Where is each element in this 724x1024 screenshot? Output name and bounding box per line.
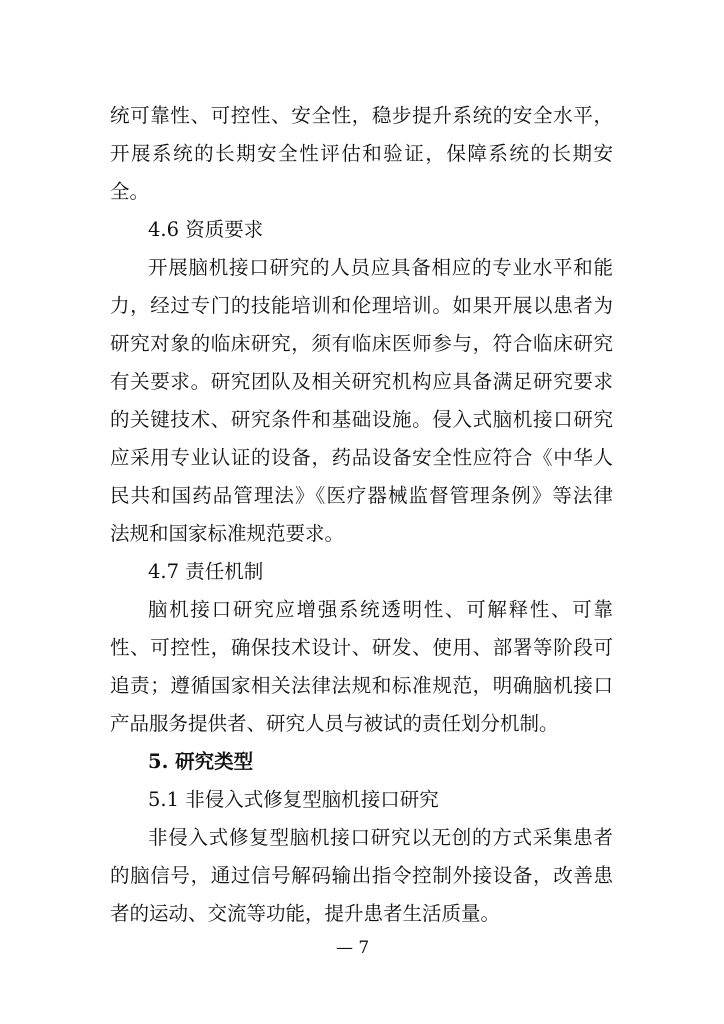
body-text-line: 产品服务提供者、研究人员与被试的责任划分机制。 — [110, 712, 559, 735]
body-text-line: 性、可控性，确保技术设计、研发、使用、部署等阶段可 — [110, 636, 613, 659]
body-text-line: 者的运动、交流等功能，提升患者生活质量。 — [110, 902, 501, 925]
body-text-line: 研究对象的临床研究，须有临床医师参与，符合临床研究 — [110, 332, 613, 355]
body-text-line: 全。 — [110, 180, 150, 203]
body-text-line: 的脑信号，通过信号解码输出指令控制外接设备，改善患 — [110, 864, 613, 887]
body-text-line: 民共和国药品管理法》《医疗器械监督管理条例》等法律 — [110, 484, 613, 507]
body-text-line: 非侵入式修复型脑机接口研究以无创的方式采集患者 — [148, 826, 613, 849]
page-number: — 7 — [336, 938, 370, 958]
section-heading-4-6: 4.6 资质要求 — [148, 218, 264, 241]
body-text-line: 法规和国家标准规范要求。 — [110, 522, 345, 545]
body-text-line: 追责；遵循国家相关法律法规和标准规范，明确脑机接口 — [110, 674, 613, 697]
section-heading-4-7: 4.7 责任机制 — [148, 560, 264, 583]
body-text-line: 有关要求。研究团队及相关研究机构应具备满足研究要求 — [110, 370, 613, 393]
body-text-line: 脑机接口研究应增强系统透明性、可解释性、可靠 — [148, 598, 613, 621]
section-heading-5-1: 5.1 非侵入式修复型脑机接口研究 — [148, 788, 439, 811]
body-text-line: 开展系统的长期安全性评估和验证，保障系统的长期安 — [110, 142, 613, 165]
body-text-line: 的关键技术、研究条件和基础设施。侵入式脑机接口研究 — [110, 408, 613, 431]
body-text-line: 统可靠性、可控性、安全性，稳步提升系统的安全水平， — [110, 104, 613, 127]
body-text-line: 力，经过专门的技能培训和伦理培训。如果开展以患者为 — [110, 294, 613, 317]
section-heading-5: 5. 研究类型 — [148, 750, 254, 773]
body-text-line: 应采用专业认证的设备，药品设备安全性应符合《中华人 — [110, 446, 613, 469]
body-text-line: 开展脑机接口研究的人员应具备相应的专业水平和能 — [148, 256, 613, 279]
